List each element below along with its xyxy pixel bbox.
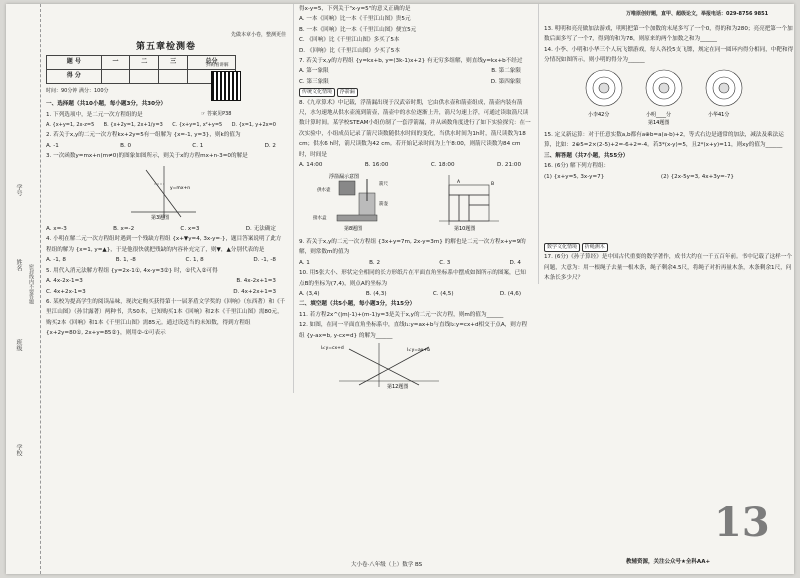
question-6-option: C. 《回响》比《千里江山图》多买了5本 [299,37,400,44]
option: C. 4x+2x-1=3 [46,288,86,295]
fig10-rect [469,205,489,221]
option: B. 第二象限 [491,68,521,75]
question-11: 11. 若方程2x^(|m|-1)+(m-1)y=3是关于x,y的二元一次方程，则m的值为______ [299,311,504,318]
option: D. -1, -8 [253,257,276,264]
option: A. 第一象限 [299,68,329,75]
page-number: 13 [714,499,770,546]
option: B. 16:00 [364,162,389,169]
score-table [46,55,236,84]
fig14-caption: 第14题图 [648,119,670,126]
score-cell[interactable] [130,69,159,83]
option: C. 3 [439,259,451,266]
question-16-part-2: (2) {2x-5y=3, 4x+3y=-7} [660,173,734,180]
option: A. 14:00 [299,162,323,169]
option: A. -1, 8 [46,257,66,264]
question-8: 8.《九章算术》中记载，浮箭漏出现于汉武帝时期，它由供水壶和箭壶组成，箭壶内装有箭尺，水匀速地从供水壶流到箭壶，箭壶中的水位逐渐上升，箭尺匀速上浮，可通过读取箭尺读数计算时间。某学校STEAM小组仿制了一套浮箭漏，并从函数角度进行了如下实验探究：在一次实验中，小组成员记录了箭尺读数随供水时间的变化，当供水时间为1h时，箭尺读数为18 cm；供水6 h时，箭尺读数为42 cm。若开始记录时间为上午8:00，则箭尺读数为84 cm时，时间是 [299,99,531,158]
dartboard-2-center [659,83,669,93]
context-tag: 传统文化情境 [299,88,335,97]
score-header: 三 [159,55,188,69]
question-10: 10. 用5张大小、形状完全相同的长方形纸片在平面直角坐标系中摆成如图所示的图案，已知点B的坐标为(7,4)，则点A的坐标为 [299,270,526,287]
question-6-option: D. 《回响》比《千里江山图》少买了5本 [299,47,400,54]
question-6: 6. 某校为提高学生的阅读品味，现决定购买获得第十一届茅盾文学奖的《回响》（东西著）和《千里江山图》（孙甘露著）两种书，共50本，已知购买1本《回响》和2本《千里江山图》需80元，购买2本《回响》和1本《千里江山图》需85元。通过设适当的未知数，得到方程组 {x+2y=80①, 2x+y=85②}，则用②-①可表示 [46,298,286,337]
option: C. 第三象限 [299,78,329,85]
question-17: 17. (6分)《孙子算经》是中国古代重要的数学著作，成书大约在一千五百年前。书中记载了这样一个问题，大意为：用一根绳子去量一根木条，绳子剩余4.5尺，将绳子对折再量木条，木条剩余1尺，问木条长多少尺？ [544,254,792,282]
fig8-title: 浮箭漏示意图 [329,173,360,180]
context-tag: 浮箭漏 [337,88,358,97]
figure-q3 [46,162,286,220]
question-14: 14. 小李、小明和小华三个人玩飞镖游戏，每人各投5支飞镖，规定在同一圆环内得分相同，中靶和得分情况如图所示，则小明的得分为______ [544,46,794,64]
fig10-rect [459,195,469,221]
fig12-label-l1: l₁:y=ax+b [407,347,431,353]
score-row-label: 得 分 [47,69,102,83]
q14-player-3: 小华41分 [708,111,730,118]
question-5-options-a [46,276,286,286]
column-middle [293,4,531,393]
section-2-title: 二、填空题（共5小题，每小题3分，共15分） [299,301,416,308]
option: C. 1, 8 [185,257,204,264]
score-header: 题 号 [47,55,102,69]
option: B. 2 [369,259,381,266]
column-left [46,4,286,339]
question-6-option: B. 一本《回响》比一本《千里江山图》便宜5元 [299,26,417,33]
option: D. 无法确定 [245,226,276,233]
answer-reference: ☞ 答案见P38 [201,111,232,117]
score-header: 二 [130,55,159,69]
figure-q14 [544,66,789,126]
gutter-note: 密封线内不要答题 [28,264,34,304]
question-12: 12. 如图，在同一平面直角坐标系中，直线l₁:y=ax+b与直线l₂:y=cx+d相交于点A，则方程组 {y-ax=b, y-cx=d} 的解为______ [299,322,528,339]
score-cell[interactable] [101,69,130,83]
binding-gutter [6,4,41,574]
fig3-caption: 第3题图 [151,214,170,220]
option: D. 4x+2x+1=3 [233,288,276,295]
option: C. 1 [192,142,204,149]
fig10-point-b: B [491,181,495,187]
question-16-part-1: (1) {x+y=5, 3x-y=7} [544,173,605,180]
fig8-base [337,215,377,221]
fig10-rect [469,195,489,205]
gutter-label-student-id: 学号 [15,184,22,196]
question-16-parts [544,172,794,182]
option: C. (4,5) [432,290,454,297]
question-6-continued: 得x-y=5，下列关于"x-y=5"的意义正确的是 [299,6,411,12]
context-tag: 数学文化情境 [544,243,580,252]
gutter-label-school: 学校 [15,444,22,456]
option: C. x=3 [180,226,200,233]
question-4-options [46,255,286,265]
question-7-options-a [299,66,531,76]
option: C. {x+y=1, x²+y=5 [172,122,223,129]
question-6-option: A. 一本《回响》比一本《千里江山图》贵5元 [299,16,411,23]
question-5: 5. 用代入消元法解方程组 {y=2x-1①, 4x-y=3②} 时，①代入②可得 [46,267,218,274]
option: C. 18:00 [430,162,455,169]
qr-code-icon[interactable] [211,71,241,101]
question-1-options [46,120,286,130]
score-header: 总分 [188,55,236,69]
fig10-point-a: A [457,179,461,185]
question-9: 9. 若关于x,y的二元一次方程组 {3x+y=7m, 2x-y=3m} 的解也是二元一次方程x+y=9的解，则常数m的值为 [299,238,526,256]
question-8-tags [299,87,531,97]
question-17-tags [544,242,794,252]
time-info: 时间：90分钟 满分：100分 [46,87,109,94]
option: D. (4,6) [499,290,521,297]
option: A. x=-3 [46,226,67,233]
fig8-label-box: 接水盒 [313,215,327,221]
option: A. {x+y=1, 2x-z=5 [46,122,95,129]
qr-label: 扫码看讲解 [206,63,229,68]
option: A. 4x-2x-1=3 [46,278,83,285]
option: D. 第四象限 [490,78,521,85]
fig8-caption: 第8题图 [344,225,363,232]
section-1-title: 一、选择题（共10小题，每小题3分，共30分） [46,101,167,108]
question-2: 2. 若关于x,y的二元一次方程kx+2y=5有一组解为 {x=-1, y=3}，则k的值为 [46,132,241,139]
option: A. (3,4) [299,290,320,297]
question-1: 1. 下列选项中，是二元一次方程组的是 [46,111,143,118]
fig12-line-l2 [349,349,419,385]
question-7-options-b [299,77,531,87]
fig12-label-l2: l₂:y=cx+d [321,345,344,351]
footer-center: 大小卷·八年级（上）数学 BS [351,562,423,568]
option: A. 1 [299,259,310,266]
fig3-line [146,170,181,217]
option: A. -1 [46,142,59,149]
question-10-options [299,289,531,299]
dartboard-1-center [599,83,609,93]
score-cell[interactable] [159,69,188,83]
footer-right: 教辅资源，关注公众号★全科AA+ [626,559,711,565]
dartboard-3-center [719,83,729,93]
section-3-title: 三、解答题（共7小题，共55分） [544,152,629,159]
figure-q12 [299,341,531,389]
fig8-label-supply: 供水壶 [317,187,331,193]
option: B. (4,3) [365,290,387,297]
q14-player-1: 小李42分 [588,111,610,118]
gutter-label-name: 姓名 [15,259,22,271]
question-5-options-b [46,287,286,297]
question-9-options [299,258,531,268]
question-3-options [46,224,286,234]
fig10-caption: 第10题图 [454,225,476,232]
column-right [538,4,794,284]
figures-q8-q10 [299,171,531,233]
option: D. {x=1, y+2x=0 [231,122,276,129]
question-8-options [299,160,531,170]
context-tag: 折绳测木 [582,243,608,252]
q14-player-2: 小明____分 [646,111,672,118]
option: D. 21:00 [497,162,521,169]
exam-page [6,4,794,574]
option: B. x=-2 [113,226,135,233]
header-right: 万唯原创好题，直甲、超级论文，举报电话：029-8756 9851 [626,11,769,17]
question-16: 16. (6分) 解下列方程组： [544,163,610,170]
page-title: 第五章检测卷 [135,42,196,53]
fig3-eq: y=mx+n [170,185,191,191]
option: B. {x+2y=1, 2x+1/y=3 [103,122,163,129]
fig8-label-rod: 箭尺 [379,181,388,187]
gutter-label-class: 班级 [15,339,22,351]
slogan: 先做本章小卷，整测更佳 [230,32,286,38]
fig10-rect [449,185,489,195]
option: B. 1, -8 [115,257,136,264]
fig10-rect [449,195,459,221]
answer-space-16[interactable] [544,182,794,242]
fig12-caption: 第12题图 [387,383,409,389]
option: D. 2 [264,142,276,149]
question-2-options [46,141,286,151]
question-3: 3. 一次函数y=mx+n(m≠0)的图象如图所示，则关于x的方程mx+n-3=0的解是 [46,153,248,160]
question-4: 4. 小明在解二元一次方程组时遇到一个残缺方程组 {x+▼y=4, 3x-y=·}，题目答案说明了此方程组的解为 {x=1, y=▲}，于是他很快就把残缺的内容补充完了，则▼，▲分别代表的是 [46,236,282,253]
option: D. 4 [509,259,521,266]
question-13: 13. 明明和亮亮做加法游戏，明明把第一个加数的末尾多写了一个0，得的和为280；亮亮把第一个加数后面多写了一个7，得到的和为78，则原来的两个加数之和为______ [544,26,793,43]
option: B. 0 [120,142,132,149]
option: B. 4x-2x+1=3 [236,278,276,285]
question-7: 7. 若关于x,y的方程组 {y=kx+b, y=(3k-1)x+2} 有无穷多组解，则直线y=kx+b不经过 [299,58,523,65]
score-header: 一 [101,55,130,69]
fig8-label-pot: 箭壶 [379,201,388,207]
fig8-supply-pot [339,181,355,195]
question-15: 15. 定义新运算：对于任意实数a,b都有a⊕b=a(a-b)+2，等式右边是通常的加法，减法及乘法运算，比如：2⊕5=2×(2-5)+2=-6+2=-4。若3*(x-y)=5，且2*(x+y)=11，则xy的值为______ [544,132,784,149]
